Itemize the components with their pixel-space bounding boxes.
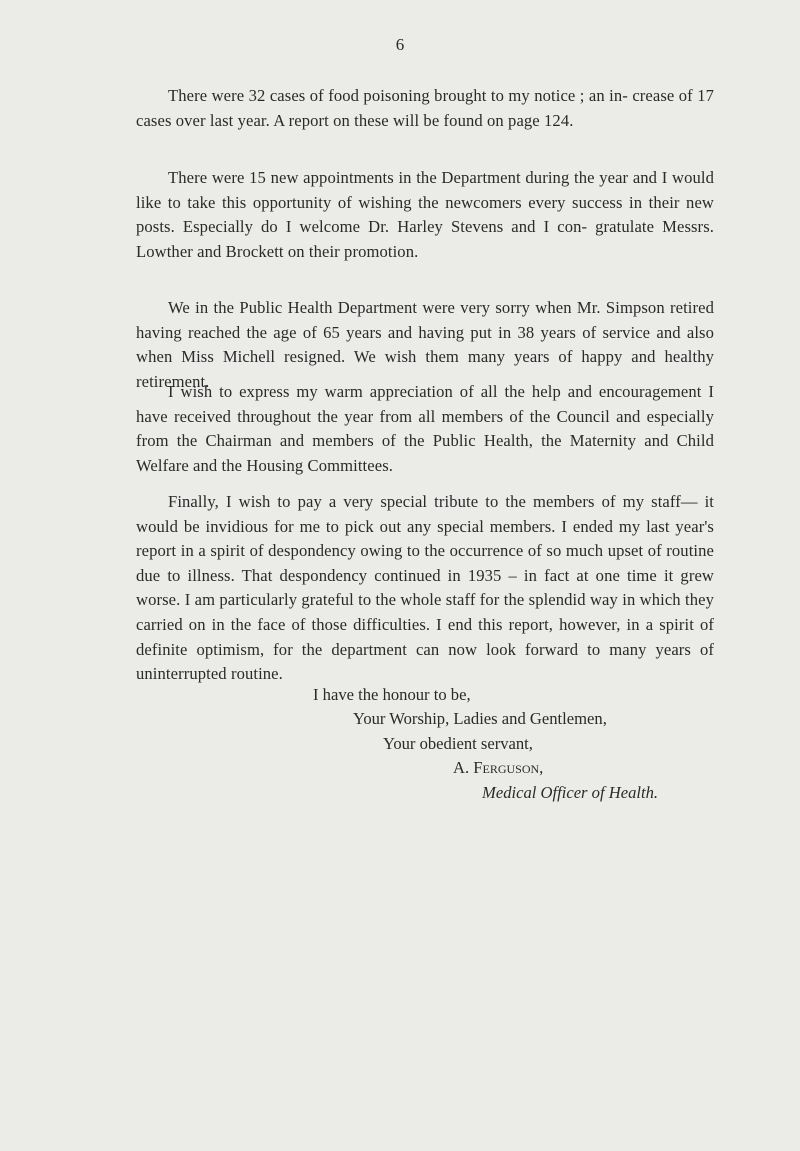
signatory-name: A. Ferguson,: [453, 758, 544, 777]
signatory-title: Medical Officer of Health.: [482, 783, 659, 802]
page-number: 6: [395, 35, 405, 54]
closing-line-servant: Your obedient servant,: [383, 734, 533, 753]
paragraph-staff-tribute: Finally, I wish to pay a very special tribute to the members of my staff— it would be invidious for me to pick out any special members. I ended my last year's report in a spirit of despondency owing to the occurrence of so much upset of routine due to illness. That despondency continued in 1935 – in fact at one time it grew worse. I am particularly grateful to the whole staff for the splendid way in which they carried on in the face of those difficulties. I end this report, however, in a spirit of definite optimism, for the department can now look forward to many years of uninterrupted routine.: [136, 492, 714, 684]
paragraph-appointments: There were 15 new appointments in the Department during the year and I would like to take this opportunity of wishing the newcomers every success in their new posts. Especially do I welcome Dr. Harley Stevens and I con- gratulate Messrs. Lowther and Brockett on their promotion.: [136, 168, 714, 261]
paragraph-retirements: We in the Public Health Department were very sorry when Mr. Simpson retired having reached the age of 65 years and having put in 38 years of service and also when Miss Michell resigned. We wish them many years of happy and healthy retirement.: [136, 298, 714, 391]
closing-line-salutation: Your Worship, Ladies and Gentlemen,: [353, 709, 607, 728]
paragraph-appreciation: I wish to express my warm appreciation of all the help and encouragement I have received throughout the year from all members of the Council and especially from the Chairman and members of the Public Health, the Maternity and Child Welfare and the Housing Committees.: [136, 382, 714, 475]
paragraph-food-poisoning: There were 32 cases of food poisoning brought to my notice ; an in- crease of 17 cases over last year. A report on these will be found on page 124.: [136, 86, 714, 130]
closing-line-honour: I have the honour to be,: [313, 685, 471, 704]
